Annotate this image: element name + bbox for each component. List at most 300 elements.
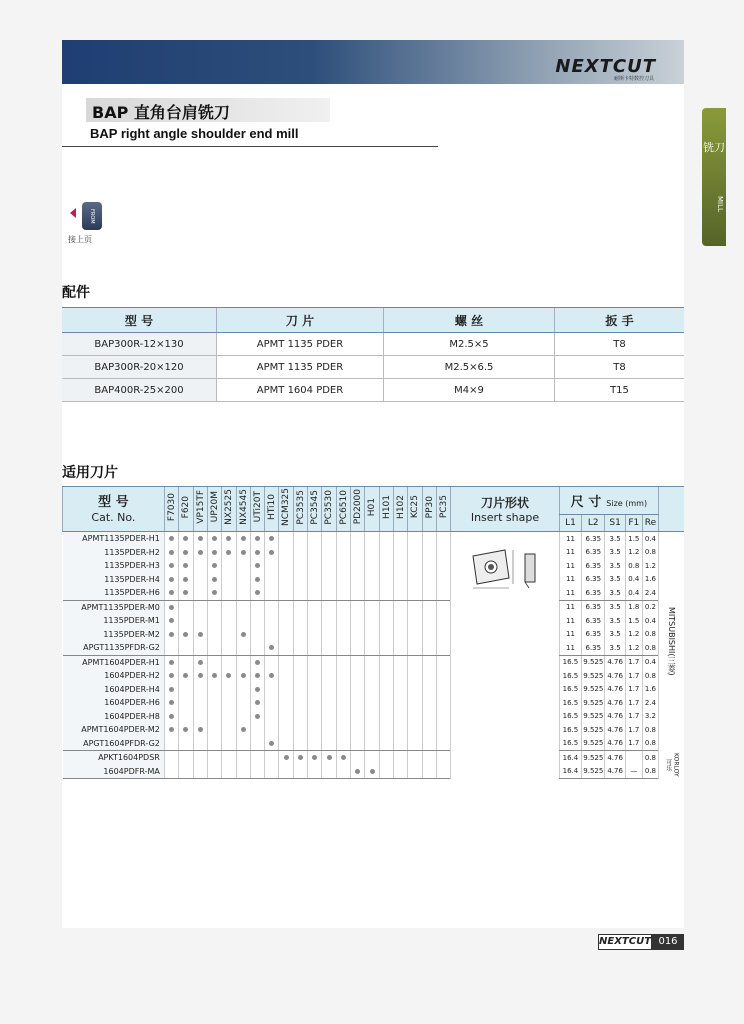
dimension-cell: 0.4 <box>626 586 643 600</box>
screw-cell: M4×9 <box>384 379 555 402</box>
dimension-cell: 6.35 <box>582 641 605 655</box>
shape-header-cn: 刀片形状 <box>480 496 529 510</box>
grade-cell <box>193 723 207 737</box>
grade-cell <box>250 614 264 628</box>
availability-dot-icon <box>341 755 346 760</box>
grade-header <box>193 487 207 532</box>
dimension-cell: 16.5 <box>559 723 582 737</box>
grade-cell <box>351 573 365 587</box>
grade-label: F7030 <box>166 492 177 522</box>
col-screw: 螺 丝 <box>384 308 555 333</box>
grade-cell <box>222 559 236 573</box>
table-row <box>63 628 685 642</box>
catno-header <box>63 487 165 532</box>
grade-cell <box>437 751 451 765</box>
dimension-cell: 4.76 <box>605 683 626 697</box>
grade-cell <box>222 546 236 560</box>
dimension-cell: 16.5 <box>559 710 582 724</box>
grade-cell <box>193 655 207 669</box>
availability-dot-icon <box>198 536 203 541</box>
availability-dot-icon <box>169 550 174 555</box>
dimension-cell: 1.2 <box>626 546 643 560</box>
from-tab: FROM <box>82 202 102 230</box>
grade-cell <box>293 614 307 628</box>
screw-cell: M2.5×6.5 <box>384 356 555 379</box>
availability-dot-icon <box>226 550 231 555</box>
grade-label: PC3545 <box>310 489 321 525</box>
grade-cell <box>222 696 236 710</box>
grade-cell <box>365 737 379 751</box>
grade-label: PC3530 <box>324 489 335 525</box>
grade-label: HTi10 <box>267 494 278 520</box>
grade-cell <box>422 559 436 573</box>
grade-cell <box>437 559 451 573</box>
availability-dot-icon <box>255 700 260 705</box>
grade-cell <box>293 765 307 779</box>
grade-cell <box>265 723 279 737</box>
grade-cell <box>379 696 393 710</box>
grade-cell <box>422 669 436 683</box>
grade-cell <box>250 710 264 724</box>
grade-cell <box>265 683 279 697</box>
insert-cell: APMT 1135 PDER <box>217 356 384 379</box>
dimension-cell: 3.5 <box>605 559 626 573</box>
grade-cell <box>336 614 350 628</box>
grade-cell <box>379 683 393 697</box>
grade-cell <box>422 696 436 710</box>
grade-cell <box>351 696 365 710</box>
grade-cell <box>222 532 236 546</box>
dimension-cell <box>626 751 643 765</box>
availability-dot-icon <box>169 605 174 610</box>
catno-cell: 1135PDER-H6 <box>63 586 165 600</box>
grade-cell <box>207 683 221 697</box>
grade-cell <box>322 573 336 587</box>
grade-cell <box>293 628 307 642</box>
grade-label: NCM325 <box>281 488 292 526</box>
grade-cell <box>351 600 365 614</box>
grade-cell <box>408 765 422 779</box>
grade-cell <box>379 751 393 765</box>
grade-cell <box>164 669 178 683</box>
grade-cell <box>279 559 293 573</box>
dimension-cell: 16.5 <box>559 737 582 751</box>
catno-cell: 1604PDFR-MA <box>63 765 165 779</box>
grade-cell <box>394 696 408 710</box>
availability-dot-icon <box>183 673 188 678</box>
grade-cell <box>408 669 422 683</box>
grade-cell <box>336 710 350 724</box>
inserts-heading: 适用刀片 <box>62 465 118 481</box>
grade-cell <box>179 614 193 628</box>
grade-header <box>179 487 193 532</box>
dimension-cell: 9.525 <box>582 696 605 710</box>
grade-cell <box>164 586 178 600</box>
availability-dot-icon <box>312 755 317 760</box>
grade-cell <box>408 737 422 751</box>
brand-mitsubishi: MITSUBISHI(三菱) <box>659 532 684 751</box>
grade-cell <box>322 710 336 724</box>
grade-cell <box>250 696 264 710</box>
grade-cell <box>207 573 221 587</box>
table-row <box>63 683 685 697</box>
grade-label: PC6510 <box>338 489 349 525</box>
grade-cell <box>308 573 322 587</box>
table-row <box>63 573 685 587</box>
grade-cell <box>308 600 322 614</box>
dimension-cell: 3.5 <box>605 600 626 614</box>
screw-cell: M2.5×5 <box>384 333 555 356</box>
grade-cell <box>351 765 365 779</box>
grade-cell <box>437 683 451 697</box>
availability-dot-icon <box>327 755 332 760</box>
grade-cell <box>193 586 207 600</box>
grade-cell <box>164 628 178 642</box>
dimension-cell: 3.5 <box>605 614 626 628</box>
availability-dot-icon <box>355 769 360 774</box>
grade-cell <box>308 737 322 751</box>
grade-cell <box>322 723 336 737</box>
catno-cell: 1135PDER-H2 <box>63 546 165 560</box>
grade-cell <box>207 628 221 642</box>
grade-cell <box>279 586 293 600</box>
grade-cell <box>437 614 451 628</box>
grade-cell <box>265 737 279 751</box>
table-row <box>63 532 685 546</box>
grade-cell <box>236 614 250 628</box>
availability-dot-icon <box>212 550 217 555</box>
grade-cell <box>250 532 264 546</box>
availability-dot-icon <box>241 673 246 678</box>
grade-cell <box>422 751 436 765</box>
dimension-cell: 0.4 <box>626 573 643 587</box>
grade-cell <box>164 765 178 779</box>
grade-cell <box>394 614 408 628</box>
grade-cell <box>179 546 193 560</box>
grade-cell <box>336 546 350 560</box>
grade-cell <box>408 614 422 628</box>
grade-cell <box>308 532 322 546</box>
grade-label: H01 <box>367 497 378 517</box>
grade-cell <box>351 614 365 628</box>
grade-header <box>250 487 264 532</box>
grade-cell <box>408 532 422 546</box>
grade-cell <box>308 723 322 737</box>
grade-cell <box>422 600 436 614</box>
availability-dot-icon <box>255 687 260 692</box>
table-row <box>63 655 685 669</box>
dimension-cell: 2.4 <box>642 586 659 600</box>
grade-cell <box>293 655 307 669</box>
model-cell: BAP400R-25×200 <box>62 379 217 402</box>
grade-cell <box>394 683 408 697</box>
dimension-cell: 9.525 <box>582 737 605 751</box>
table-row <box>63 641 685 655</box>
availability-dot-icon <box>169 660 174 665</box>
grade-cell <box>437 532 451 546</box>
availability-dot-icon <box>255 673 260 678</box>
availability-dot-icon <box>169 590 174 595</box>
grade-header <box>422 487 436 532</box>
table-row <box>63 669 685 683</box>
grade-cell <box>308 696 322 710</box>
grade-header <box>293 487 307 532</box>
dimension-cell: 1.5 <box>626 532 643 546</box>
dim-l2-header: L2 <box>582 515 605 532</box>
grade-cell <box>422 628 436 642</box>
size-header-cn: 尺 寸 <box>570 495 602 510</box>
grade-label: H101 <box>381 495 392 519</box>
brand-header <box>659 487 684 532</box>
grade-cell <box>179 655 193 669</box>
grade-cell <box>250 641 264 655</box>
grade-cell <box>250 628 264 642</box>
grade-cell <box>265 559 279 573</box>
grade-cell <box>437 696 451 710</box>
grade-cell <box>236 641 250 655</box>
grade-label: UP20M <box>209 491 220 523</box>
grade-cell <box>265 532 279 546</box>
dimension-cell: 9.525 <box>582 683 605 697</box>
catno-cell: APMT1604PDER-M2 <box>63 723 165 737</box>
table-row <box>63 546 685 560</box>
availability-dot-icon <box>212 577 217 582</box>
grade-label: PD2000 <box>353 489 364 525</box>
availability-dot-icon <box>226 536 231 541</box>
grade-cell <box>193 669 207 683</box>
grade-cell <box>408 683 422 697</box>
grade-header <box>236 487 250 532</box>
dimension-cell: 1.7 <box>626 683 643 697</box>
grade-cell <box>422 586 436 600</box>
grade-cell <box>179 641 193 655</box>
table-row <box>63 751 685 765</box>
grade-cell <box>179 723 193 737</box>
grade-cell <box>193 641 207 655</box>
catno-cell: 1604PDER-H4 <box>63 683 165 697</box>
grade-cell <box>179 600 193 614</box>
catno-cell: 1604PDER-H2 <box>63 669 165 683</box>
dimension-cell: 0.4 <box>642 532 659 546</box>
grade-cell <box>422 655 436 669</box>
grade-cell <box>250 600 264 614</box>
availability-dot-icon <box>183 563 188 568</box>
grade-cell <box>351 641 365 655</box>
grade-cell <box>336 559 350 573</box>
grade-cell <box>336 737 350 751</box>
dimension-cell: 4.76 <box>605 696 626 710</box>
availability-dot-icon <box>183 536 188 541</box>
dimension-cell: 4.76 <box>605 655 626 669</box>
grade-cell <box>351 628 365 642</box>
grade-label: NX2525 <box>224 489 235 525</box>
grade-cell <box>408 546 422 560</box>
availability-dot-icon <box>370 769 375 774</box>
grade-label: KC25 <box>410 495 421 519</box>
availability-dot-icon <box>269 536 274 541</box>
grade-cell <box>408 628 422 642</box>
grade-header <box>265 487 279 532</box>
dimension-cell: 16.4 <box>559 751 582 765</box>
grade-cell <box>279 723 293 737</box>
dimension-cell: 0.2 <box>642 600 659 614</box>
dim-s1-header: S1 <box>605 515 626 532</box>
dimension-cell: 1.6 <box>642 573 659 587</box>
grade-cell <box>250 669 264 683</box>
page-title-cn: BAP 直角台肩铣刀 <box>92 103 230 122</box>
table-row <box>63 710 685 724</box>
grade-cell <box>336 751 350 765</box>
grade-cell <box>351 710 365 724</box>
grade-cell <box>336 765 350 779</box>
grade-cell <box>265 586 279 600</box>
grade-cell <box>250 751 264 765</box>
model-cell: BAP300R-20×120 <box>62 356 217 379</box>
previous-page-label: 接上页 <box>68 235 92 244</box>
dimension-cell: 6.35 <box>582 546 605 560</box>
grade-cell <box>164 737 178 751</box>
dimension-cell: 1.6 <box>642 683 659 697</box>
grade-cell <box>236 559 250 573</box>
grade-cell <box>322 655 336 669</box>
grade-cell <box>394 751 408 765</box>
grade-cell <box>279 696 293 710</box>
dimension-cell: 11 <box>559 559 582 573</box>
availability-dot-icon <box>241 727 246 732</box>
grade-cell <box>394 600 408 614</box>
catno-header-en: Cat. No. <box>91 510 136 524</box>
grade-cell <box>422 737 436 751</box>
grade-cell <box>164 723 178 737</box>
catno-cell: 1604PDER-H6 <box>63 696 165 710</box>
grade-cell <box>207 586 221 600</box>
grade-cell <box>379 723 393 737</box>
footer-logo: NEXTCUT <box>598 934 652 950</box>
accessories-header-row <box>62 308 684 333</box>
grade-cell <box>193 600 207 614</box>
dimension-cell: 1.7 <box>626 710 643 724</box>
grade-cell <box>437 737 451 751</box>
table-row <box>63 586 685 600</box>
availability-dot-icon <box>255 714 260 719</box>
grade-label: PP30 <box>424 495 435 519</box>
grade-cell <box>193 751 207 765</box>
grade-cell <box>322 737 336 751</box>
grade-cell <box>308 683 322 697</box>
grade-cell <box>279 532 293 546</box>
grade-cell <box>279 600 293 614</box>
grade-cell <box>308 628 322 642</box>
col-wrench: 扳 手 <box>555 308 685 333</box>
grade-cell <box>193 628 207 642</box>
availability-dot-icon <box>298 755 303 760</box>
dimension-cell: 6.35 <box>582 628 605 642</box>
dimension-cell: 16.5 <box>559 683 582 697</box>
grade-cell <box>437 655 451 669</box>
grade-cell <box>236 655 250 669</box>
grade-cell <box>193 532 207 546</box>
grade-cell <box>222 573 236 587</box>
grade-cell <box>207 751 221 765</box>
grade-cell <box>437 669 451 683</box>
grade-cell <box>236 546 250 560</box>
availability-dot-icon <box>212 673 217 678</box>
grade-cell <box>379 614 393 628</box>
grade-cell <box>336 573 350 587</box>
grade-header <box>336 487 350 532</box>
catno-cell: APGT1135PFDR-G2 <box>63 641 165 655</box>
grade-cell <box>379 655 393 669</box>
grade-cell <box>422 573 436 587</box>
grade-cell <box>365 683 379 697</box>
grade-cell <box>179 765 193 779</box>
catalog-page <box>62 40 684 928</box>
grade-cell <box>365 710 379 724</box>
grade-cell <box>308 669 322 683</box>
grade-cell <box>293 600 307 614</box>
grade-cell <box>265 710 279 724</box>
availability-dot-icon <box>183 632 188 637</box>
grade-header <box>207 487 221 532</box>
inserts-header-row <box>63 487 685 515</box>
grade-cell <box>265 751 279 765</box>
wrench-cell: T8 <box>555 333 685 356</box>
grade-cell <box>336 669 350 683</box>
grade-cell <box>293 641 307 655</box>
grade-cell <box>207 655 221 669</box>
grade-cell <box>308 614 322 628</box>
dimension-cell: 0.8 <box>642 765 659 779</box>
catno-cell: APKT1604PDSR <box>63 751 165 765</box>
dim-f1-header: F1 <box>626 515 643 532</box>
grade-cell <box>394 559 408 573</box>
grade-cell <box>437 546 451 560</box>
grade-cell <box>193 765 207 779</box>
dimension-cell: 1.2 <box>642 559 659 573</box>
grade-cell <box>322 641 336 655</box>
grade-cell <box>394 765 408 779</box>
catno-header-cn: 型 号 <box>98 494 129 510</box>
catno-cell: APGT1604PFDR-G2 <box>63 737 165 751</box>
grade-cell <box>336 641 350 655</box>
grade-cell <box>179 669 193 683</box>
grade-cell <box>207 532 221 546</box>
grade-cell <box>437 723 451 737</box>
availability-dot-icon <box>241 632 246 637</box>
dimension-cell: 9.525 <box>582 710 605 724</box>
dimension-cell: 4.76 <box>605 723 626 737</box>
grade-cell <box>322 751 336 765</box>
grade-cell <box>236 600 250 614</box>
grade-cell <box>379 546 393 560</box>
previous-page-button[interactable] <box>66 202 100 228</box>
grade-cell <box>279 737 293 751</box>
dimension-cell: 6.35 <box>582 573 605 587</box>
dimension-cell: 0.8 <box>642 546 659 560</box>
grade-cell <box>222 600 236 614</box>
dimension-cell: 3.5 <box>605 546 626 560</box>
grade-cell <box>207 737 221 751</box>
side-section-tab[interactable] <box>702 108 726 246</box>
grade-header <box>308 487 322 532</box>
grade-cell <box>308 586 322 600</box>
grade-cell <box>279 573 293 587</box>
availability-dot-icon <box>169 727 174 732</box>
dimension-cell: 16.5 <box>559 655 582 669</box>
grade-cell <box>222 737 236 751</box>
grade-cell <box>336 655 350 669</box>
grade-cell <box>164 546 178 560</box>
